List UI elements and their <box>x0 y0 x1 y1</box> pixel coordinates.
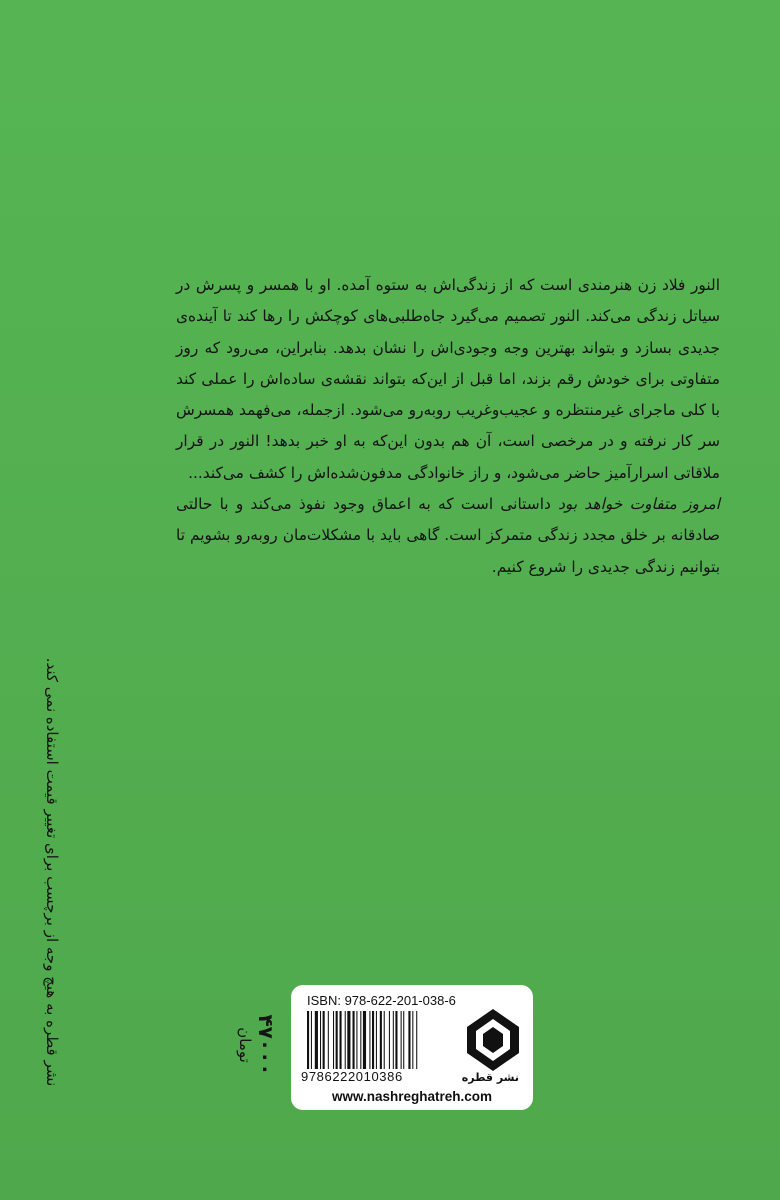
barcode-bar <box>315 1011 318 1069</box>
barcode-bar <box>323 1011 325 1069</box>
website-url: www.nashreghatreh.com <box>331 1089 493 1104</box>
price-unit: تومان <box>236 1027 254 1063</box>
publisher-label: نشر قطره <box>461 1071 519 1084</box>
blurb-paragraph-2 <box>176 489 720 583</box>
barcode-bar <box>353 1011 355 1069</box>
barcode-bar <box>389 1011 390 1069</box>
barcode-bar <box>345 1011 346 1069</box>
publisher-logo-icon <box>465 1007 521 1073</box>
barcode-box <box>291 985 533 1110</box>
barcode-bar <box>363 1011 366 1069</box>
barcode-bar <box>328 1011 329 1069</box>
barcode-bar <box>307 1011 309 1069</box>
barcode-bar <box>376 1011 377 1069</box>
price-value: ۴۷۰۰۰ <box>254 1014 278 1076</box>
blurb-text <box>176 270 720 583</box>
barcode <box>305 1011 460 1069</box>
barcode-bar <box>395 1011 397 1069</box>
barcode-bar <box>416 1011 417 1069</box>
book-title-italic: امروز متفاوت خواهد بود <box>558 495 720 514</box>
barcode-bar <box>408 1011 410 1069</box>
barcode-bar <box>401 1011 402 1069</box>
barcode-bar <box>380 1011 382 1069</box>
barcode-bar <box>340 1011 342 1069</box>
barcode-bar <box>360 1011 361 1069</box>
barcode-bar <box>356 1011 357 1069</box>
barcode-bar <box>384 1011 385 1069</box>
blurb-paragraph-2-rest: داستانی است که به اعماق وجود نفوذ می‌کند و با حالتی صادقانه بر خلق مجدد زندگی متمرکز است. گاهی باید با مشکلات‌مان روبه‌رو بشویم تا بتوانیم زندگی جدیدی را شروع کنیم. <box>176 495 720 576</box>
barcode-bar <box>369 1011 370 1069</box>
barcode-bar <box>311 1011 312 1069</box>
barcode-bar <box>403 1011 404 1069</box>
isbn-label: ISBN: 978-622-201-038-6 <box>307 993 456 1008</box>
barcode-bar <box>347 1011 350 1069</box>
barcode-bar <box>372 1011 374 1069</box>
price-policy-text: نشر قطره به هیچ وجه از برچسب برای تغییر قیمت استفاده نمی کند. <box>43 657 61 1087</box>
price-rotated <box>236 1014 278 1075</box>
barcode-bar <box>320 1011 321 1069</box>
barcode-bar <box>393 1011 394 1069</box>
barcode-bar <box>412 1011 413 1069</box>
blurb-paragraph-1: النور فلاد زن هنرمندی است که از زندگی‌اش به ستوه آمده. او با همسر و پسرش در سیاتل زندگی می‌کند. النور تصمیم می‌گیرد جاه‌طلبی‌های کوچکش را رها کند تا آینده‌ی جدیدی بسازد و بتواند بهترین وجه وجودی‌اش را نشان بدهد. بنابراین، می‌رود که روز متفاوتی برای خودش رقم بزند، اما قبل از این‌که بتواند نقشه‌ی ساده‌اش را عملی کند با کلی ماجرای غیرمنتظره و عجیب‌وغریب روبه‌رو می‌شود. ازجمله، می‌فهمد همسرش سر کار نرفته و در مرخصی است، آن هم بدون این‌که به او خبر بدهد! النور در قرار ملاقاتی اسرارآمیز حاضر می‌شود، و راز خانوادگی مدفون‌شده‌اش را کشف می‌کند... <box>176 276 720 482</box>
barcode-bar <box>333 1011 334 1069</box>
barcode-digits: 9786222010386 <box>301 1069 403 1084</box>
barcode-bar <box>336 1011 338 1069</box>
